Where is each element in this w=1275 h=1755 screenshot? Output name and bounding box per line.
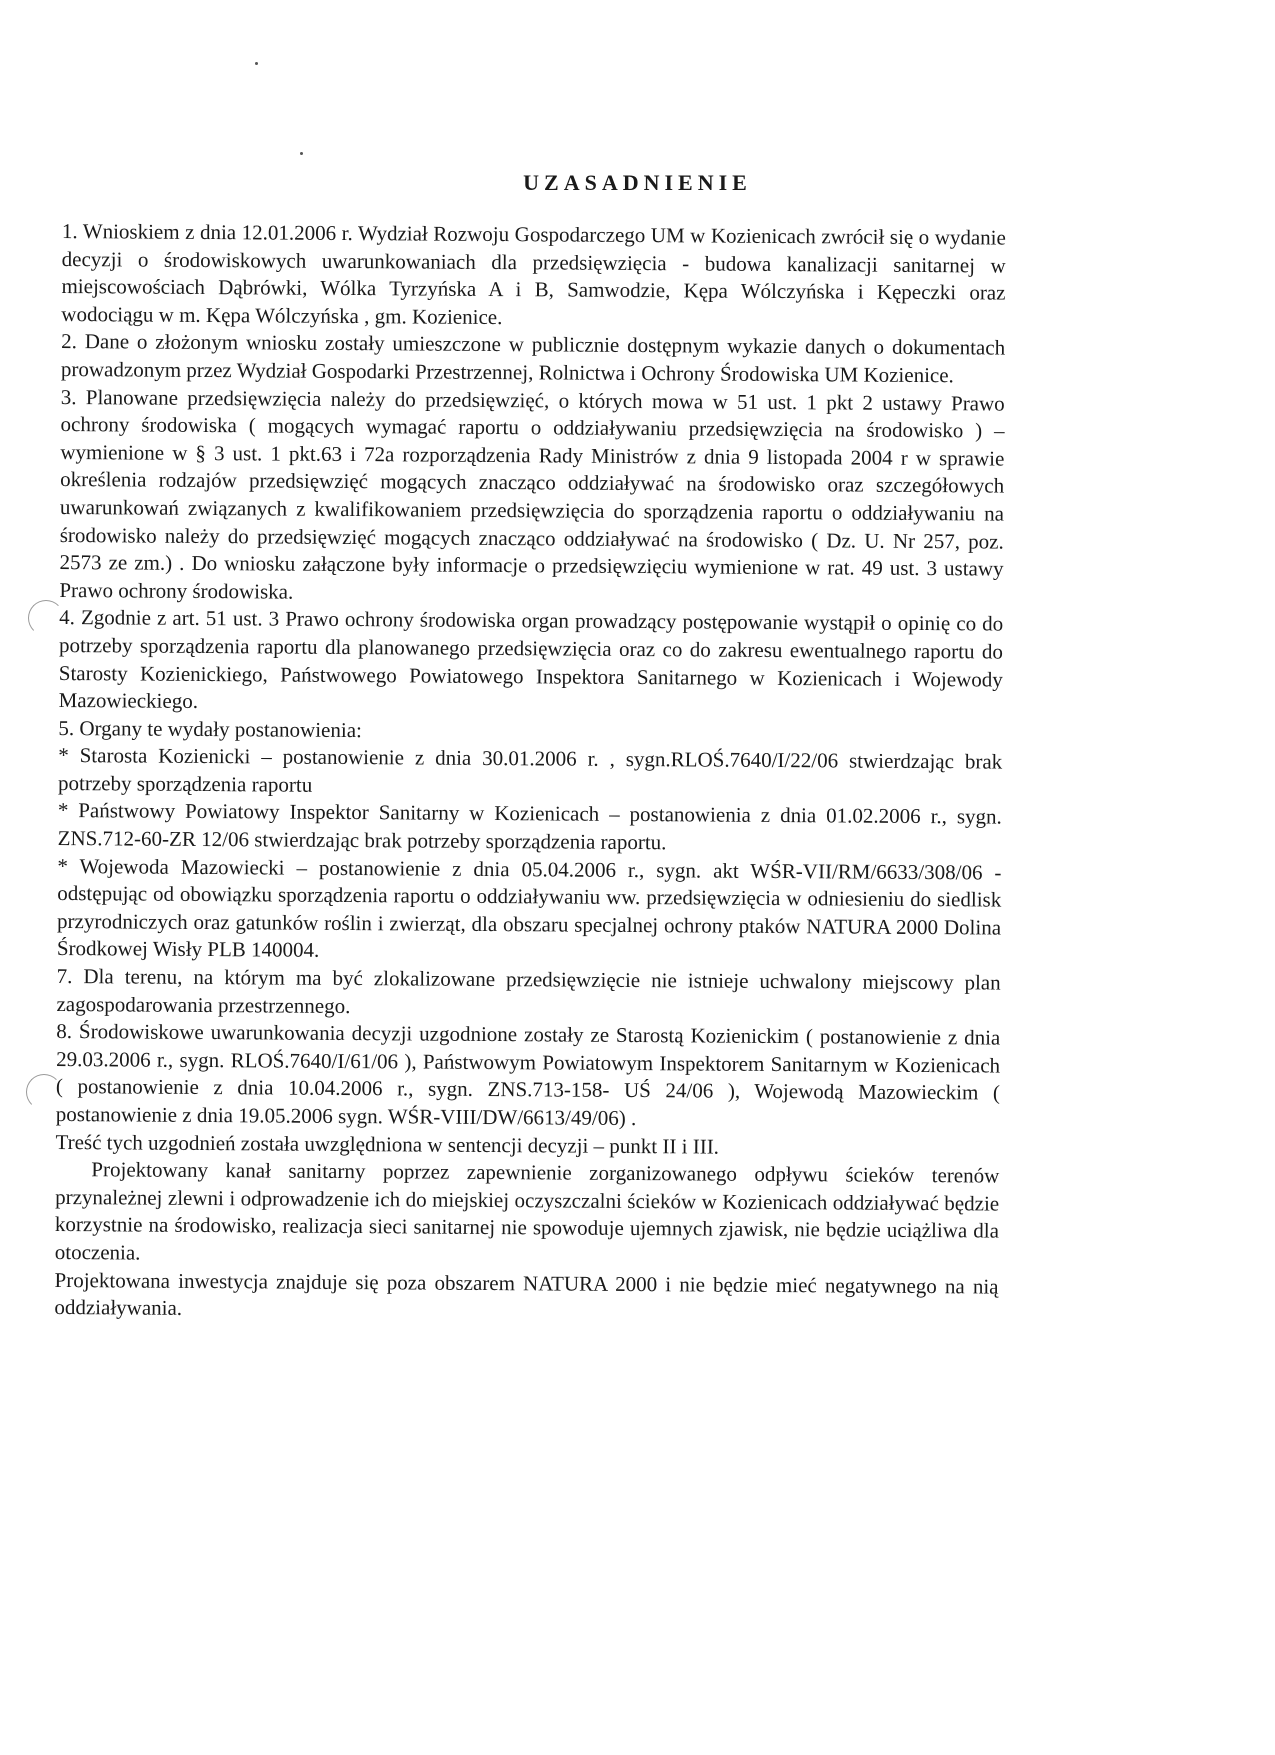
paragraph: 1. Wnioskiem z dnia 12.01.2006 r. Wydział Rozwoju Gospodarczego UM w Kozienicach zwrócił się o wydanie decyzji o środowiskowych uwarunkowaniach dla przedsięwzięcia - budowa kanalizacji sanitarnej w miejscowościach Dąbrówki, Wólka Tyrzyńska A i B, Samwodzie, Kępa Wólczyńska i Kępeczki oraz wodociągu w m. Kępa Wólczyńska , gm. Kozienice. (61, 218, 1006, 329)
paragraph: 4. Zgodnie z art. 51 ust. 3 Prawo ochrony środowiska organ prowadzący postępowanie wystąpił o opinię co do potrzeby sporządzenia raportu dla planowanego przedsięwzięcia oraz co do zakresu ewentualnego raportu do Starosty Kozienickiego, Państwowego Powiatowego Inspektora Sanitarnego w Kozienicach i Wojewody Mazowieckiego. (58, 605, 1004, 714)
scan-speck (255, 62, 258, 65)
paragraph: Projektowany kanał sanitarny poprzez zapewnienie zorganizowanego odpływu ścieków terenów przynależnej zlewni i odprowadzenie ich do miejskiej oczyszczalni ścieków w Kozienicach oddziaływać będzie korzystnie na środowisko, realizacja sieci sanitarnej nie spowoduje ujemnych zjawisk, nie będzie uciążliwa dla otoczenia. (54, 1157, 1000, 1265)
paragraph: 7. Dla terenu, na którym ma być zlokalizowane przedsięwzięcie nie istnieje uchwalony miejscowy plan zagospodarowania przestrzennego. (56, 964, 1001, 1018)
paragraph: 8. Środowiskowe uwarunkowania decyzji uzgodnione zostały ze Starostą Kozienickim ( postanowienie z dnia 29.03.2006 r., sygn. RLOŚ.7640/I/61/06 ), Państwowym Powiatowym Inspektorem Sanitarnym w Kozienicach ( postanowienie z dnia 10.04.2006 r., sygn. ZNS.713-158- UŚ 24/06 ), Wojewodą Mazowieckim ( postanowienie z dnia 19.05.2006 sygn. WŚR-VIII/DW/6613/49/06) . (55, 1019, 1001, 1131)
paragraph: 2. Dane o złożonym wniosku zostały umieszczone w publicznie dostępnym wykazie danych o dokumentach prowadzonym przez Wydział Gospodarki Przestrzennej, Rolnictwa i Ochrony Środowiska UM Kozienice. (60, 329, 1006, 388)
paragraph: * Państwowy Powiatowy Inspektor Sanitarny w Kozienicach – postanowienia z dnia 01.02.2006 r., sygn. ZNS.712-60-ZR 12/06 stwierdzając brak potrzeby sporządzenia raportu. (57, 798, 1002, 855)
paragraph: * Starosta Kozienicki – postanowienie z dnia 30.01.2006 r. , sygn.RLOŚ.7640/I/22/06 stwierdzając brak potrzeby sporządzenia raportu (57, 743, 1003, 797)
document-body (54, 218, 1006, 1328)
paragraph: Projektowana inwestycja znajduje się poza obszarem NATURA 2000 i nie będzie mieć negatywnego na nią oddziaływania. (54, 1267, 999, 1321)
paragraph: 3. Planowane przedsięwzięcia należy do przedsięwzięć, o których mowa w 51 ust. 1 pkt 2 ustawy Prawo ochrony środowiska ( mogących wymagać raportu o oddziaływaniu przedsięwzięcia na środowisko ) – wymienione w § 3 ust. 1 pkt.63 i 72a rozporządzenia Rady Ministrów z dnia 9 listopada 2004 r w sprawie określenia rodzajów przedsięwzięć mogących znacząco oddziaływać na środowisko oraz szczegółowych uwarunkowań związanych z kwalifikowaniem przedsięwzięcia do sporządzenia raportu o oddziaływaniu na środowisko należy do przedsięwzięć mogących znacząco oddziaływać na środowisko ( Dz. U. Nr 257, poz. 2573 ze zm.) . Do wniosku załączone były informacje o przedsięwzięciu wymienione w rat. 49 ust. 3 ustawy Prawo ochrony środowiska. (59, 384, 1005, 604)
paragraph: 5. Organy te wydały postanowienia: (58, 715, 362, 742)
paragraph: Treść tych uzgodnień została uwzględniona w sentencji decyzji – punkt II i III. (55, 1129, 720, 1159)
scan-speck (300, 152, 303, 155)
paragraph: * Wojewoda Mazowiecki – postanowienie z dnia 05.04.2006 r., sygn. akt WŚR-VII/RM/6633/308/06 - odstępując od obowiązku sporządzenia raportu o oddziaływaniu ww. przedsięwzięcia w odniesieniu do siedlisk przyrodniczych oraz gatunków roślin i zwierząt, dla obszaru specjalnej ochrony ptaków NATURA 2000 Dolina Środkowej Wisły PLB 140004. (56, 853, 1002, 963)
document-title: UZASADNIENIE (523, 170, 752, 195)
